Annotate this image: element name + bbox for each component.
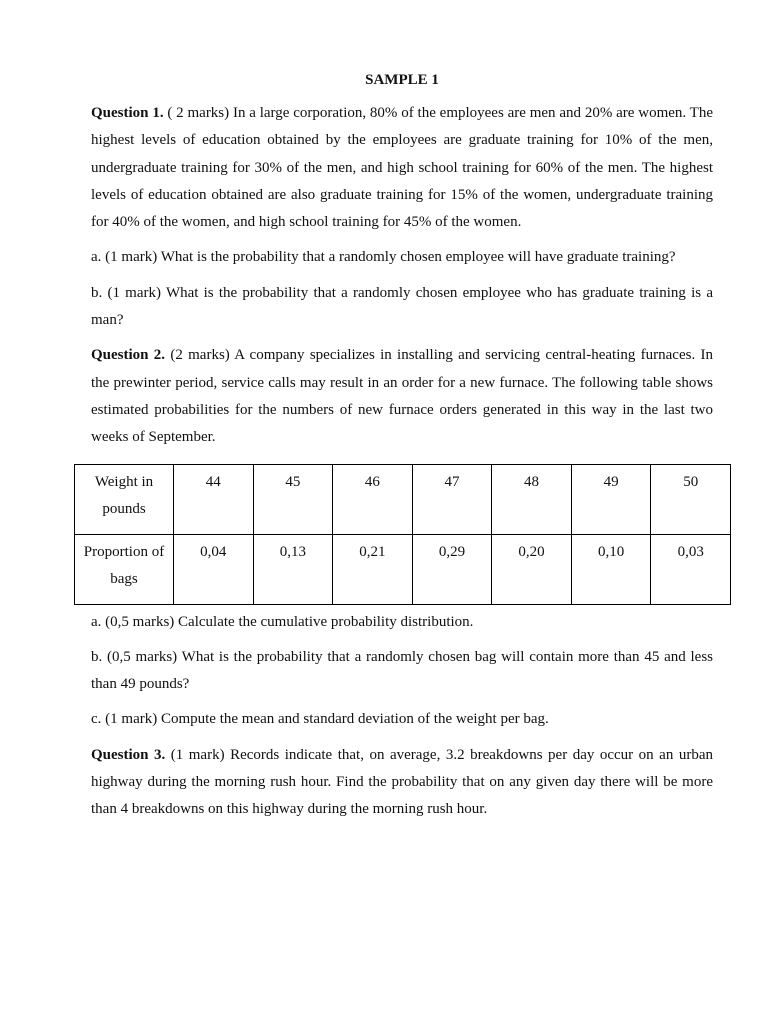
table-cell: 0,21 [333,534,413,604]
question-2-label: Question 2. [91,347,166,364]
question-1-paragraph [91,100,713,236]
question-2-paragraph [91,342,713,451]
table-cell: 45 [253,464,333,534]
document-page [83,70,714,832]
table-cell: 0,10 [571,534,651,604]
table-cell: 50 [651,464,731,534]
table-cell: 0,20 [492,534,572,604]
question-2-part-c: c. (1 mark) Compute the mean and standard deviation of the weight per bag. [91,711,549,728]
table-row-header-weight: Weight in pounds [75,464,174,534]
table-cell: 0,04 [174,534,254,604]
question-2-text: (2 marks) A company specializes in installing and servicing central-heating furnaces. In the prewinter period, service calls may result in an order for a new furnace. The following table shows estimated probabilities for the numbers of new furnace orders generated in this way in the last two weeks of September. [91,347,713,446]
question-3-text: (1 mark) Records indicate that, on average, 3.2 breakdowns per day occur on an urban highway during the morning rush hour. Find the probability that on any given day there will be more than 4 breakdowns on this highway during the morning rush hour. [91,746,713,818]
question-1-part-a: a. (1 mark) What is the probability that a randomly chosen employee will have graduate training? [91,249,676,266]
question-1-text: ( 2 marks) In a large corporation, 80% of the employees are men and 20% are women. The highest levels of education obtained by the employees are graduate training for 10% of the men, undergraduate training for 30% of the men, and high school training for 60% of the men. The highest levels of education obtained are also graduate training for 15% of the women, undergraduate training for 40% of the women, and high school training for 45% of the women. [91,105,714,231]
question-1-part-b: b. (1 mark) What is the probability that a randomly chosen employee who has graduate training is a man? [91,284,713,329]
table-row-weight [75,464,731,534]
table-cell: 0,13 [253,534,333,604]
question-3-label: Question 3. [91,746,166,763]
table-cell: 49 [571,464,651,534]
table-row-proportion [75,534,731,604]
weight-proportion-table [74,464,731,605]
table-cell: 0,03 [651,534,731,604]
table-cell: 46 [333,464,413,534]
question-2-part-b: b. (0,5 marks) What is the probability that a randomly chosen bag will contain more than 45 and less than 49 pounds? [91,648,713,693]
question-1-label: Question 1. [91,105,164,121]
table-cell: 47 [412,464,492,534]
table-row-header-proportion: Proportion of bags [75,534,174,604]
question-2-part-a: a. (0,5 marks) Calculate the cumulative probability distribution. [91,613,474,630]
question-3-paragraph [91,742,713,824]
table-cell: 48 [492,464,572,534]
table-cell: 0,29 [412,534,492,604]
table-cell: 44 [174,464,254,534]
document-title: SAMPLE 1 [365,72,439,88]
